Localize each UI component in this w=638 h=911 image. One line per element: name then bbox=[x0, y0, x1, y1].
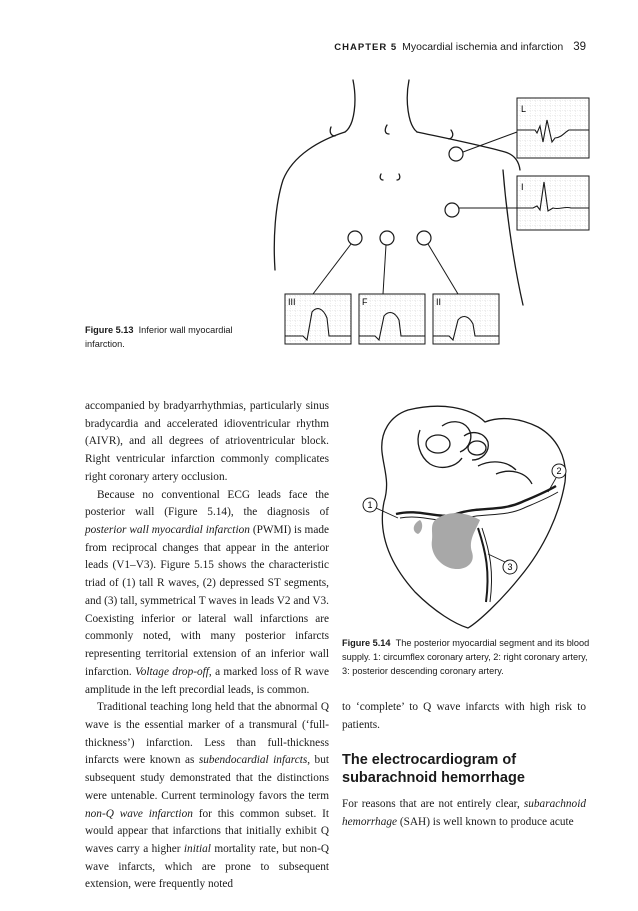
ecg-box-l bbox=[517, 98, 589, 158]
figure-5-14-caption-label: Figure 5.14 bbox=[342, 638, 391, 648]
italic-term: posterior wall myocardial infarction bbox=[85, 524, 250, 537]
chapter-title: Myocardial ischemia and infarction bbox=[402, 41, 564, 53]
left-column-text bbox=[85, 398, 329, 894]
figure-5-13-caption-label: Figure 5.13 bbox=[85, 325, 134, 335]
left-shoulder-outline bbox=[274, 132, 345, 270]
figure-5-13-caption bbox=[85, 323, 255, 351]
italic-term: subendocardial infarcts bbox=[198, 754, 308, 767]
right-shoulder-outline bbox=[417, 132, 520, 170]
right-column-paragraph bbox=[342, 796, 586, 831]
text-run: (PWMI) is made from reciprocal changes that appear in the anterior leads (V1–V3). Figure 5.15 shows the characteristic triad of (1) tall R waves, (2) depressed ST segments, and (3) tall, symmetrical T waves in leads V2 and V3. Coexisting inferior or lateral wall infarctions are commonly noted, with many posterior infarcts representing territorial extension of an inferior wall infarction. bbox=[85, 524, 329, 678]
lead-label-iii: III bbox=[288, 297, 296, 307]
figure-5-13-caption-text: Inferior wall myocardial infarction. bbox=[85, 325, 233, 349]
ecg-box-f bbox=[359, 294, 425, 344]
text-run: Because no conventional ECG leads face the posterior wall (Figure 5.14), the diagnosis of bbox=[85, 488, 329, 519]
running-head bbox=[334, 41, 586, 53]
vessel-opening-1 bbox=[426, 435, 450, 453]
paragraph-q-wave bbox=[85, 699, 329, 894]
lead-label-f: F bbox=[362, 297, 368, 307]
text-run: , a marked loss of R wave amplitude in the left precordial leads, is common. bbox=[85, 665, 329, 696]
text-run: mortality rate, but non-Q wave infarcts, which are prone to subsequent extension, were frequently noted bbox=[85, 842, 329, 891]
figure-5-14-heart-diagram bbox=[360, 402, 582, 630]
posterior-segment-shade bbox=[432, 513, 480, 569]
paragraph-continuation bbox=[85, 398, 329, 487]
circumflex-artery bbox=[396, 486, 556, 516]
ecg-box-iii bbox=[285, 294, 351, 344]
lead-label-ii: II bbox=[436, 297, 442, 307]
figure-5-14-caption bbox=[342, 636, 592, 678]
text-run: , but subsequent study demonstrated that the distinctions were untenable. Current terminology favors the term bbox=[85, 754, 329, 802]
vessel-opening-2 bbox=[468, 441, 486, 455]
ecg-box-i bbox=[517, 176, 589, 230]
posterior-descending-artery bbox=[478, 528, 488, 602]
paragraph-posterior-wall bbox=[85, 487, 329, 700]
chapter-label: CHAPTER 5 bbox=[334, 42, 398, 53]
callout-1-label: 1 bbox=[367, 500, 373, 510]
callout-3-label: 3 bbox=[507, 562, 513, 572]
callout-2-label: 2 bbox=[556, 466, 562, 476]
italic-term: initial bbox=[183, 842, 211, 855]
italic-term: Voltage drop-off bbox=[135, 665, 209, 678]
text-run: Traditional teaching long held that the abnormal Q wave is the essential marker of a transmural (‘full-thickness’) infarction. Less than full-thickness infarcts were known as bbox=[85, 701, 329, 767]
figure-5-14-caption-text: The posterior myocardial segment and its blood supply. 1: circumflex coronary artery, 2: right coronary artery, 3: posterior descending coronary artery. bbox=[342, 638, 590, 676]
figure-5-13-torso-diagram bbox=[265, 70, 595, 350]
text-run: (SAH) is well known to produce acute bbox=[397, 815, 574, 828]
text-run: for this common subset. It would appear that infarctions that initially exhibit Q waves carry a higher bbox=[85, 807, 329, 855]
electrode-iii bbox=[348, 231, 362, 245]
electrode-i bbox=[445, 203, 459, 217]
ecg-box-ii bbox=[433, 294, 499, 344]
text-run: For reasons that are not entirely clear, bbox=[342, 798, 524, 810]
lead-label-l: L bbox=[521, 104, 527, 114]
right-column-continuation: to ‘complete’ to Q wave infarcts with high risk to patients. bbox=[342, 701, 586, 731]
electrode-l bbox=[449, 147, 463, 161]
lead-label-i: I bbox=[521, 182, 524, 192]
electrode-ii bbox=[417, 231, 431, 245]
page-number: 39 bbox=[573, 41, 586, 53]
italic-term: non-Q wave infarction bbox=[85, 807, 193, 820]
electrode-f bbox=[380, 231, 394, 245]
text-run: accompanied by bradyarrhythmias, particularly sinus bradycardia and accelerated idioventricular rhythm (AIVR), and all degrees of atrioventricular block. Right ventricular infarction commonly complicates right coronary artery occlusion. bbox=[85, 400, 329, 483]
section-heading: The electrocardiogram of subarachnoid hemorrhage bbox=[342, 752, 525, 786]
italic-term: subarachnoid hemorrhage bbox=[342, 798, 586, 828]
